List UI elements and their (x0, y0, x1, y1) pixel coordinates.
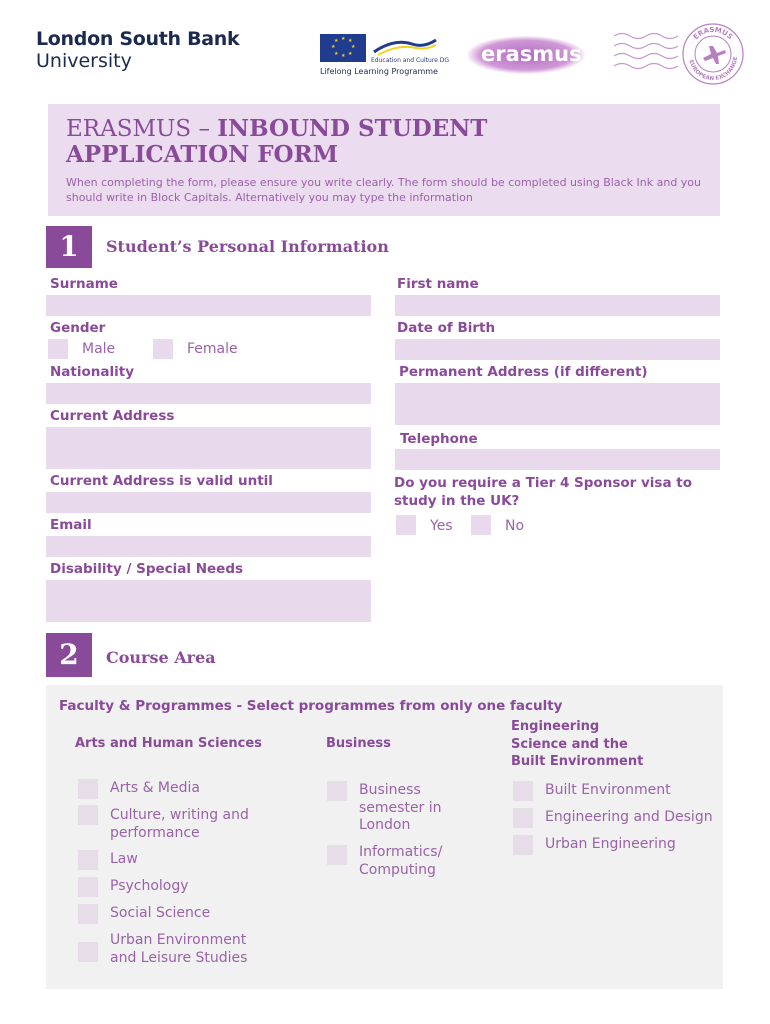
programme-checkbox[interactable] (78, 877, 98, 897)
form-title-bold-2: APPLICATION FORM (66, 141, 339, 168)
university-name-line2: University (36, 50, 132, 72)
first-name-field[interactable] (395, 295, 720, 316)
programme-checkbox[interactable] (78, 904, 98, 924)
programme-checkbox[interactable] (78, 779, 98, 799)
form-title-bold-1: INBOUND STUDENT (217, 115, 488, 142)
programme-checkbox[interactable] (513, 781, 533, 801)
postmark-waves-icon (612, 30, 678, 74)
programme-checkbox[interactable] (78, 805, 98, 825)
date-of-birth-field[interactable] (395, 339, 720, 360)
surname-label: Surname (50, 276, 118, 292)
current-address-label: Current Address (50, 408, 175, 424)
section-2-badge: 2 (46, 633, 92, 677)
valid-until-label: Current Address is valid until (50, 473, 273, 489)
programme-checkbox[interactable] (513, 808, 533, 828)
date-of-birth-label: Date of Birth (397, 320, 496, 336)
visa-question-label: Do you require a Tier 4 Sponsor visa to study in the UK? (394, 475, 692, 509)
erasmus-logo-text: erasmus (481, 42, 582, 66)
programme-checkbox[interactable] (78, 850, 98, 870)
stamp-bottom-text: EUROPEAN EXCHANGE (687, 56, 740, 83)
visa-no-label: No (505, 518, 525, 534)
nationality-field[interactable] (46, 383, 371, 404)
programme-label: Informatics/ Computing (359, 844, 443, 878)
programme-label: Law (110, 851, 138, 867)
female-label: Female (187, 341, 238, 357)
eu-dg-label: Education and Culture DG (371, 57, 449, 64)
visa-no-checkbox[interactable] (471, 515, 491, 535)
education-culture-swoosh-icon (372, 36, 438, 58)
faculty-instruction: Faculty & Programmes - Select programmes from only one faculty (59, 698, 563, 714)
programme-label: Arts & Media (110, 780, 200, 796)
form-instructions: When completing the form, please ensure you write clearly. The form should be completed using Black Ink and you should write in Block Capitals. Alternatively you may type the information (66, 176, 702, 204)
programme-checkbox[interactable] (513, 835, 533, 855)
current-address-field[interactable] (46, 427, 371, 469)
nationality-label: Nationality (50, 364, 134, 380)
faculty-heading-engineering: Engineering Science and the Built Environment (511, 719, 644, 769)
programme-checkbox[interactable] (327, 845, 347, 865)
telephone-label: Telephone (400, 431, 478, 447)
visa-yes-checkbox[interactable] (396, 515, 416, 535)
programme-label: Culture, writing and performance (110, 807, 249, 841)
email-field[interactable] (46, 536, 371, 557)
telephone-field[interactable] (395, 449, 720, 470)
programme-label: Urban Engineering (545, 836, 676, 852)
form-title (66, 116, 487, 168)
programme-label: Engineering and Design (545, 809, 713, 825)
programme-label: Business semester in London (359, 782, 442, 833)
visa-yes-label: Yes (430, 518, 453, 534)
section-2-title: Course Area (106, 648, 216, 667)
programme-label: Built Environment (545, 782, 671, 798)
first-name-label: First name (397, 276, 479, 292)
programme-label: Psychology (110, 878, 189, 894)
erasmus-logo (467, 36, 585, 74)
eu-programme-label: Lifelong Learning Programme (320, 67, 438, 76)
permanent-address-label: Permanent Address (if different) (399, 364, 648, 380)
male-label: Male (82, 341, 116, 357)
email-label: Email (50, 517, 92, 533)
valid-until-field[interactable] (46, 492, 371, 513)
erasmus-stamp-icon (681, 22, 745, 86)
faculty-heading-arts: Arts and Human Sciences (75, 736, 262, 751)
eu-flag-icon: ★ ★ ★ ★ ★ ★ ★ ★ (320, 34, 366, 62)
disability-label: Disability / Special Needs (50, 561, 244, 577)
programme-checkbox[interactable] (78, 942, 98, 962)
surname-field[interactable] (46, 295, 371, 316)
section-1-title: Student’s Personal Information (106, 237, 389, 256)
university-name-line1: London South Bank (36, 28, 240, 50)
disability-field[interactable] (46, 580, 371, 622)
section-1-badge: 1 (46, 226, 92, 268)
female-checkbox[interactable] (153, 339, 173, 359)
male-checkbox[interactable] (48, 339, 68, 359)
programme-checkbox[interactable] (327, 781, 347, 801)
stamp-top-text: ERASMUS (691, 25, 735, 42)
programme-label: Urban Environment and Leisure Studies (110, 932, 248, 966)
gender-label: Gender (50, 320, 106, 336)
permanent-address-field[interactable] (395, 383, 720, 425)
form-title-light: ERASMUS – (66, 116, 210, 142)
programme-label: Social Science (110, 905, 211, 921)
faculty-heading-business: Business (326, 736, 391, 751)
